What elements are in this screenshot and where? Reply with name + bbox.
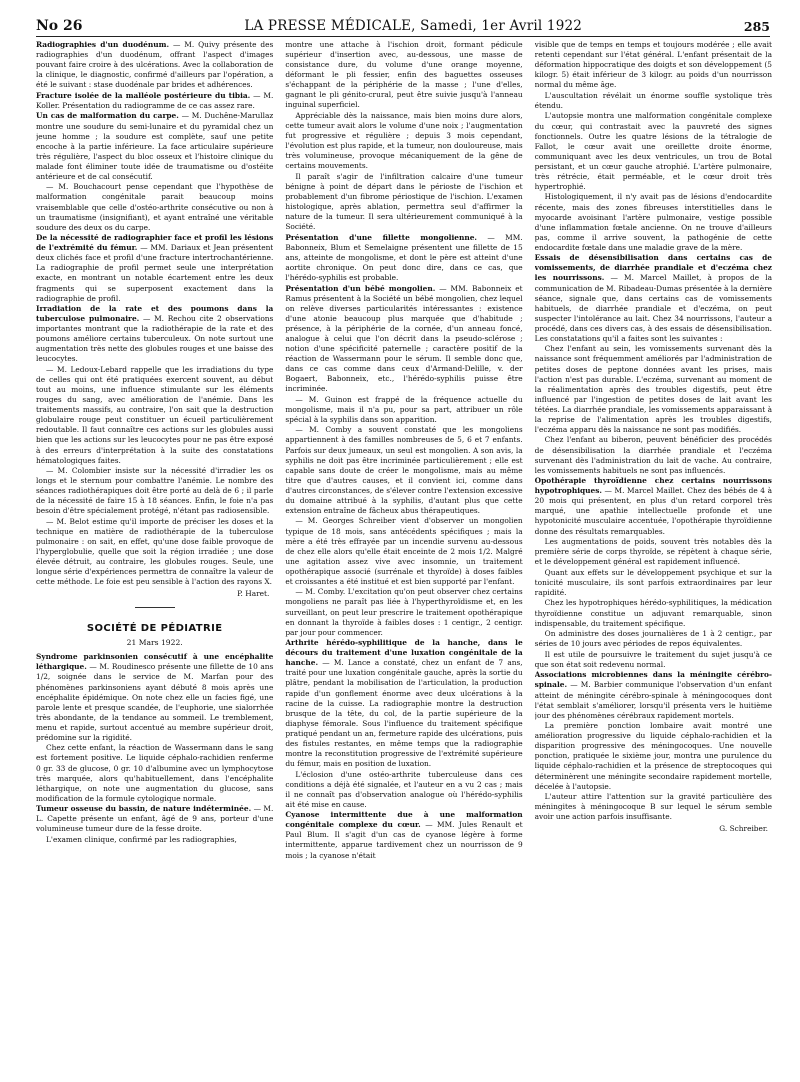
paragraph: Associations microbiennes dans la méningite cérébro-spinale. — M. Barbier communique l'observation d'un enfant atteint de méningite cérébro-spinale à méningocoques dont l'état semblait s'améliorer, lorsqu'il présenta vers le huitième jour des phénomènes cérébraux rapidement mortels.	[534, 670, 772, 720]
paragraph: Les augmentations de poids, souvent très notables dès la première série de corps thyroïde, se répètent à chaque série, et le développement général est rapidement influencé.	[534, 537, 772, 567]
paragraph: — M. Belot estime qu'il importe de préciser les doses et la technique en matière de radiothérapie de la tuberculose pulmonaire : on sait, en effet, qu'une dose faible provoque de l'hyperglobulie, quelle que soit la région irradiée ; une dose élevée détruit, au contraire, les globules rouges. Seule, une longue série d'expériences permettra de connaître la valeur de cette méthode. Le foie est peu sensible à l'action des rayons X.	[36, 516, 274, 587]
paragraph-title: Présentation d'une fillette mongolienne.	[285, 232, 477, 242]
column-2	[285, 40, 522, 1074]
paragraph: — M. Ledoux-Lebard rappelle que les irradiations du type de celles qui ont été pratiquées exercent souvent, au début tout au moins, une influence stimulante sur les éléments rouges du sang, avec amélioration de l'anémie. Dans les traitements massifs, au contraire, l'on sait que la destruction globulaire rouge peut constituer un écueil particulièrement redoutable. Il faut connaître ces actions sur les globules aussi bien que les actions sur les leucocytes pour ne pas être exposé à des erreurs d'interprétation à la suite des constatations hématologiques faites.	[36, 365, 274, 465]
paragraph: L'autopsie montra une malformation congénitale complexe du cœur, qui contrastait avec la pauvreté des signes fonctionnels. Outre les quatre lésions de la tétralogie de Fallot, le cœur avait une oreillette droite énorme, communiquant avec les deux ventricules, un trou de Botal persistant, et un cœur gauche atrophié. L'artère pulmonaire, très rétrécie, était perméable, et le cœur droit très hypertrophié.	[534, 111, 772, 191]
paragraph: L'auteur attire l'attention sur la gravité particulière des méningites à méningocoque B sur lequel le sérum semble avoir une action parfois insuffisante.	[534, 792, 772, 822]
session-date: 21 Mars 1922.	[126, 638, 183, 648]
paragraph: Chez l'enfant au biberon, peuvent bénéficier des procédés de désensibilisation la diarrhée prandiale et l'eczéma survenant dès l'administration du lait de vache. Au contraire, les vomissements habituels ne sont pas influencés.	[534, 435, 772, 475]
paragraph-title: Associations microbiennes dans la méningite cérébro-spinale.	[534, 670, 772, 690]
paragraph: Chez cette enfant, la réaction de Wassermann dans le sang est fortement positive. Le liquide céphalo-rachidien renferme 0 gr. 33 de glucose, 0 gr. 10 d'albumine avec un lymphocytose très marquée, alors qu'habituellement, dans l'encéphalite léthargique, on note une augmentation du glucose, sans modification de la formule cytologique normale.	[36, 743, 274, 803]
author-signature: P. Haret.	[237, 589, 270, 599]
paragraph: — M. Guinon est frappé de la fréquence actuelle du mongolisme, mais il n'a pu, pour sa part, attribuer un rôle spécial à la syphilis dans son apparition.	[285, 394, 523, 424]
paragraph: — M. Comby a souvent constaté que les mongoliens appartiennent à des familles nombreuses de 5, 6 et 7 enfants. Parfois sur deux jumeaux, un seul est mongolien. A son avis, la syphilis ne doit pas être incriminée particulièrement ; elle est capable sans doute de créer le mongolisme, mais au même titre que d'autres causes, et il convient ici, comme dans d'autres circonstances, de s'élever contre l'extension excessive du domaine attribué à la syphilis, d'autant plus que cette extension entraîne de fâcheux abus thérapeutiques.	[285, 425, 523, 515]
paragraph-title: De la nécessité de radiographier face et profil les lésions de l'extrémité du fémur.	[36, 233, 274, 253]
paragraph: Arthrite hérédo-syphilitique de la hanche, dans le décours du traitement d'une luxation congénitale de la hanche. — M. Lance a constaté, chez un enfant de 7 ans, traité pour une luxation congénitale gauche, après la sortie du plâtre, pendant la mobilisation de l'articulation, la production rapide d'un gonflement énorme avec deux ulcérations à la racine de la cuisse. La radiographie montre la destruction brusque de la tête, du col, de la partie supérieure de la diaphyse fémorale. Sous l'influence du traitement spécifique pratiqué pendant un an, fermeture rapide des ulcérations, puis des fistules restantes, en même temps que la radiographie montre la reconstitution progressive de l'extrémité supérieure du fémur, mais en position de luxation.	[285, 638, 523, 768]
paragraph: — M. Bouchacourt pense cependant que l'hypothèse de malformation congénitale parait beaucoup moins vraisemblable que celle d'ostéo-arthrite consécutive ou non à un traumatisme (insignifiant), et ayant entraîné une véritable soudure des deux os du carpe.	[36, 182, 274, 232]
paragraph-title: Présentation d'un bébé mongolien.	[285, 283, 436, 293]
paragraph: Opothérapie thyroïdienne chez certains nourrissons hypotrophiques. — M. Marcel Maillet. Chez des bébés de 4 à 20 mois qui présentent, en plus d'un retard corporel très marqué, une apathie intellectuelle profonde et une hypotonicité musculaire accentuée, l'opothérapie thyroïdienne donne des résultats remarquables.	[534, 476, 772, 536]
paragraph: Fracture isolée de la malléole postérieure du tibia. — M. Koller. Présentation du radiogramme de ce cas assez rare.	[36, 90, 274, 110]
paragraph-title: Un cas de malformation du carpe.	[36, 111, 179, 121]
paragraph: Présentation d'un bébé mongolien. — MM. Babonneix et Ramus présentent à la Société un bébé mongolien, chez lequel on relève diverses particularités intéressantes : existence d'une atonie beaucoup plus marquée que d'habitude ; présence, à la périphérie de la cornée, d'un anneau foncé, analogue à celui que l'on décrit dans la pseudo-sclérose ; notion d'une spécificité paternelle ; caractère positif de la réaction de Wassermann pour le sérum. Il semble donc que, dans ce cas comme dans ceux d'Armand-Delille, v. der Bogaert, Babonneix, etc., l'hérédo-syphilis puisse être incriminée.	[285, 283, 523, 394]
paragraph-title: Essais de désensibilisation dans certains cas de vomissements, de diarrhée prandiale et d'eczéma chez les nourrissons.	[534, 253, 772, 283]
paragraph: Radiographies d'un duodénum. — M. Quivy présente des radiographies d'un duodénum, offrant l'aspect d'images pouvant faire croire à des ulcérations. Avec la collaboration de la clinique, le diagnostic, confirmé d'ailleurs par l'opération, a été le suivant : stase duodénale par brides et adhérences.	[36, 40, 274, 90]
paragraph: Appréciable dès la naissance, mais bien moins dure alors, cette tumeur avait alors le volume d'une noix ; l'augmentation fut progressive et régulière ; depuis 3 mois cependant, l'évolution est plus rapide, et la tumeur, non douloureuse, mais très volumineuse, provoque mécaniquement de la gêne de certains mouvements.	[285, 110, 523, 171]
paragraph: montre une attache à l'ischion droit, formant pédicule supérieur d'insertion avec, au-dessous, une masse de consistance dure, du volume d'une orange moyenne, déformant le pli fessier, enfin des baguettes osseuses s'échappant de la périphérie de la masse ; l'une d'elles, gagnant le pli génito-crural, peut être suivie jusqu'à l'anneau inguinal superficiel.	[285, 40, 523, 110]
page-header	[36, 8, 770, 37]
paragraph: visible que de temps en temps et toujours modérée ; elle avait retenti cependant sur l'état général. L'enfant présentait de la déformation hippocratique des doigts et son développement (5 kilogr. 5) était inférieur de 3 kilogr. au poids d'un nourrisson normal du même âge.	[534, 40, 772, 90]
article-columns	[36, 40, 772, 1074]
column-1	[36, 40, 273, 1074]
paragraph: L'examen clinique, confirmé par les radiographies,	[46, 834, 237, 844]
paragraph: La première ponction lombaire avait montré une amélioration progressive du liquide céphalo-rachidien et la disparition progressive des méningocoques. Une nouvelle ponction, pratiquée le sixième jour, montra une purulence du liquide céphalo-rachidien et la présence de streptocoques qui déterminèrent une méningite secondaire rapidement mortelle, décelée à l'autopsie.	[534, 721, 772, 791]
paragraph-title: Irradiation de la rate et des poumons dans la tuberculose pulmonaire.	[36, 304, 274, 324]
paragraph: Chez les hypotrophiques hérédo-syphilitiques, la médication thyroïdienne constitue un adjuvant remarquable, sinon indispensable, du traitement spécifique.	[534, 598, 772, 628]
divider	[135, 607, 175, 608]
paragraph: Irradiation de la rate et des poumons dans la tuberculose pulmonaire. — M. Rechou cite 2 observations importantes montrant que la radiothérapie de la rate et des poumons améliore certains tuberculeux. On note surtout une augmentation très nette des globules rouges et une baisse des leucocytes.	[36, 304, 274, 364]
paragraph-title: Cyanose intermittente due à une malformation congénitale complexe du cœur.	[285, 810, 523, 830]
paragraph: Il paraît s'agir de l'infiltration calcaire d'une tumeur bénigne à point de départ dans le périoste de l'ischion et probablement d'un fibrome périostique de l'ischion. L'examen histologique, après ablation, permettra seul d'affirmer la nature de la tumeur. Il sera ultérieurement communiqué à la Société.	[285, 171, 523, 232]
paragraph: — M. Colombier insiste sur la nécessité d'irradier les os longs et le sternum pour combattre l'anémie. Le nombre des séances radiothérapiques doit être porté au delà de 6 ; il parle de la nécessité de faire 15 à 18 séances. Enfin, le foie n'a pas besoin d'être spécialement protégé, n'étant pas radiosensible.	[36, 466, 274, 516]
paragraph-title: Tumeur osseuse du bassin, de nature indéterminée.	[36, 804, 252, 814]
paragraph-title: Syndrome parkinsonien consécutif à une encéphalite léthargique.	[36, 652, 274, 672]
column-3	[535, 40, 772, 1074]
paragraph: De la nécessité de radiographier face et profil les lésions de l'extrémité du fémur. — MM. Dariaux et Jean présentent deux clichés face et profil d'une fracture intertrochantérienne. La radiographie de profil permet seule une interprétation exacte, en montrant un notable écartement entre les deux fragments qui se superposent exactement dans la radiographie de profil.	[36, 233, 274, 303]
paragraph: Histologiquement, il n'y avait pas de lésions d'endocardite récente, mais des zones fibreuses interstitielles dans le myocarde avoisinant l'artère pulmonaire, vestige possible d'une inflammation fœtale ancienne. On ne trouve d'ailleurs pas, comme il arrive souvent, la pathogénie de cette endocardite fœtale dans une maladie grave de la mère.	[534, 192, 772, 252]
paragraph: — M. Georges Schreiber vient d'observer un mongolien typique de 18 mois, sans antécédents spécifiques ; mais la mère a été très effrayée par un incendie survenu au-dessous de chez elle alors qu'elle était enceinte de 2 mois 1/2. Malgré une agitation assez vive avec insomnie, un traitement opothérapique associé (surrénale et thyroïde) à doses faibles et croissantes a été institué et est bien supporté par l'enfant.	[285, 516, 523, 586]
paragraph: L'éclosion d'une ostéo-arthrite tuberculeuse dans ces conditions a déjà été signalée, et l'auteur en a vu 2 cas ; mais il ne connaît pas d'observation analogue où l'hérédo-syphilis ait été mise en cause.	[285, 769, 523, 809]
paragraph: Cyanose intermittente due à une malformation congénitale complexe du cœur. — MM. Jules Renault et Paul Blum. Il s'agit d'un cas de cyanose légère à forme intermittente, apparue tardivement chez un nourrisson de 9 mois ; la cyanose n'était	[285, 810, 523, 860]
page-number: 285	[743, 19, 770, 34]
paragraph: Présentation d'une fillette mongolienne. — MM. Babonneix, Blum et Semelaigne présentent une fillette de 15 ans, atteinte de mongolisme, et dont le père est atteint d'une aortite chronique. On peut donc dire, dans ce cas, que l'hérédo-syphilis est probable.	[285, 232, 523, 282]
paragraph-title: Arthrite hérédo-syphilitique de la hanche, dans le décours du traitement d'une luxation congénitale de la hanche.	[285, 638, 523, 668]
paragraph: Essais de désensibilisation dans certains cas de vomissements, de diarrhée prandiale et d'eczéma chez les nourrissons. — M. Marcel Maillet, à propos de la communication de M. Ribadeau-Dumas présentée à la dernière séance, signale que, dans certains cas de vomissements habituels, de diarrhée prandiale et d'eczéma, on peut suspecter l'intolérance au lait. Chez 34 nourrissons, l'auteur a procédé, dans ces divers cas, à des essais de désensibilisation. Les constatations qu'il a faites sont les suivantes :	[534, 253, 772, 343]
paragraph: Un cas de malformation du carpe. — M. Duchêne-Marullaz montre une soudure du semi-lunaire et du pyramidal chez un jeune homme ; la soudure est complète, sauf une petite encoche à la partie inférieure. La face articulaire supérieure très régulière, l'aspect du bloc osseux et l'histoire clinique du malade font éliminer toute idée de traumatisme ou d'ostéite antérieure et de cal consécutif.	[36, 111, 274, 181]
paragraph: Tumeur osseuse du bassin, de nature indéterminée. — M. L. Capette présente un enfant, âgé de 9 ans, porteur d'une volumineuse tumeur dure de la fesse droite.	[36, 804, 274, 834]
paragraph: Chez l'enfant au sein, les vomissements survenant dès la naissance sont fréquemment améliorés par l'administration de petites doses de peptone données avant les prises, mais l'action n'est pas durable. L'eczéma, survenant au moment de la réalimentation après des troubles digestifs, peut être influencé par l'ingestion de petites doses de lait avant les tétées. La diarrhée prandiale, les vomissements apparaissant à la reprise de l'alimentation après les troubles digestifs, l'eczéma apparu dès la naissance ne sont pas modifiés.	[534, 344, 772, 434]
paragraph: Quant aux effets sur le développement psychique et sur la tonicité musculaire, ils sont parfois extraordinaires par leur rapidité.	[534, 567, 772, 597]
paragraph-title: Fracture isolée de la malléole postérieure du tibia.	[36, 90, 251, 100]
paragraph: Il est utile de poursuivre le traitement du sujet jusqu'à ce que son état soit redevenu normal.	[534, 649, 772, 669]
section-heading: SOCIÉTÉ DE PÉDIATRIE	[86, 623, 223, 635]
paragraph: — M. Comby. L'excitation qu'on peut observer chez certains mongoliens ne paraît pas liée à l'hyperthyroïdisme et, en les surveillant, on peut leur prescrire le traitement opothérapique en donnant la thyroïde à faibles doses : 1 centigr., 2 centigr. par jour pour commencer.	[285, 587, 523, 637]
paragraph-title: Radiographies d'un duodénum.	[36, 40, 170, 49]
author-signature: G. Schreiber.	[719, 824, 768, 834]
journal-title: LA PRESSE MÉDICALE, Samedi, 1er Avril 1922	[244, 18, 583, 34]
paragraph: On administre des doses journalières de 1 à 2 centigr., par séries de 10 jours avec périodes de repos équivalentes.	[534, 629, 772, 649]
paragraph-title: Opothérapie thyroïdienne chez certains nourrissons hypotrophiques.	[534, 476, 772, 496]
paragraph: L'auscultation révélait un énorme souffle systolique très étendu.	[534, 90, 772, 110]
paragraph: Syndrome parkinsonien consécutif à une encéphalite léthargique. — M. Roudinesco présente une fillette de 10 ans 1/2, soignée dans le service de M. Marfan pour des phénomènes parkinsoniens ayant débuté 8 mois après une encéphalite épidémique. On note chez elle un facies figé, une parole lente et presque scandée, de l'euphorie, une sialorrhée très abondante, de la tendance au sommeil. Le tremblement, menu et rapide, surtout accentué au membre supérieur droit, prédomine sur la rigidité.	[36, 652, 274, 742]
issue-number: No 26	[36, 18, 83, 34]
